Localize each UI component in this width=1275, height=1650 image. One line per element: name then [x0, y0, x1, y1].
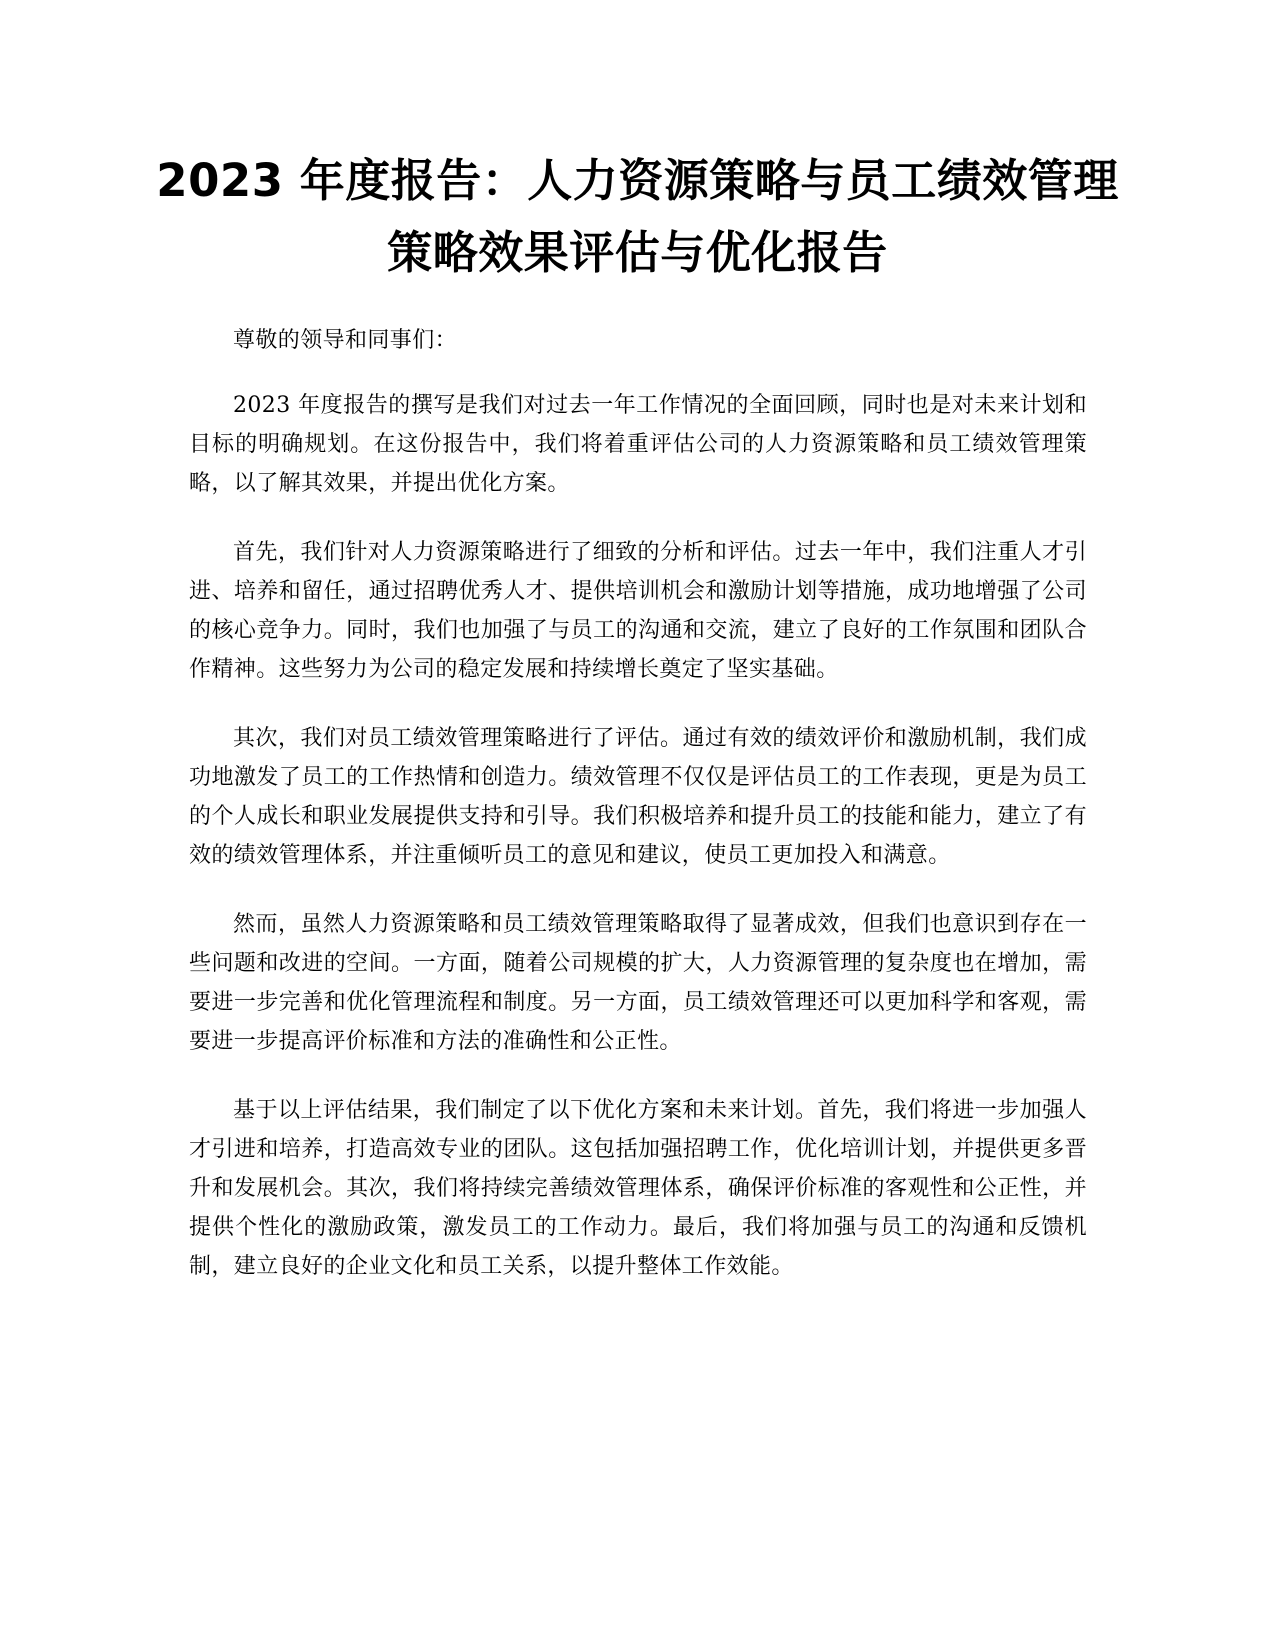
- paragraph-performance-management: 其次，我们对员工绩效管理策略进行了评估。通过有效的绩效评价和激励机制，我们成功地激发了员工的工作热情和创造力。绩效管理不仅仅是评估员工的工作表现，更是为员工的个人成长和职业发展提供支持和引导。我们积极培养和提升员工的技能和能力，建立了有效的绩效管理体系，并注重倾听员工的意见和建议，使员工更加投入和满意。: [189, 726, 1087, 868]
- document-title: 2023 年度报告：人力资源策略与员工绩效管理策略效果评估与优化报告: [156, 154, 1119, 279]
- paragraph-issues: 然而，虽然人力资源策略和员工绩效管理策略取得了显著成效，但我们也意识到存在一些问题和改进的空间。一方面，随着公司规模的扩大，人力资源管理的复杂度也在增加，需要进一步完善和优化管理流程和制度。另一方面，员工绩效管理还可以更加科学和客观，需要进一步提高评价标准和方法的准确性和公正性。: [189, 912, 1087, 1054]
- paragraph-optimization-plan: 基于以上评估结果，我们制定了以下优化方案和未来计划。首先，我们将进一步加强人才引进和培养，打造高效专业的团队。这包括加强招聘工作，优化培训计划，并提供更多晋升和发展机会。其次，我们将持续完善绩效管理体系，确保评价标准的客观性和公正性，并提供个性化的激励政策，激发员工的工作动力。最后，我们将加强与员工的沟通和反馈机制，建立良好的企业文化和员工关系，以提升整体工作效能。: [189, 1098, 1087, 1279]
- paragraph-intro: 2023 年度报告的撰写是我们对过去一年工作情况的全面回顾，同时也是对未来计划和目标的明确规划。在这份报告中，我们将着重评估公司的人力资源策略和员工绩效管理策略，以了解其效果，并提出优化方案。: [189, 393, 1087, 496]
- document-body: [189, 321, 1087, 1316]
- greeting: 尊敬的领导和同事们：: [233, 328, 458, 353]
- paragraph-hr-strategy: 首先，我们针对人力资源策略进行了细致的分析和评估。过去一年中，我们注重人才引进、培养和留任，通过招聘优秀人才、提供培训机会和激励计划等措施，成功地增强了公司的核心竞争力。同时，我们也加强了与员工的沟通和交流，建立了良好的工作氛围和团队合作精神。这些努力为公司的稳定发展和持续增长奠定了坚实基础。: [189, 540, 1087, 682]
